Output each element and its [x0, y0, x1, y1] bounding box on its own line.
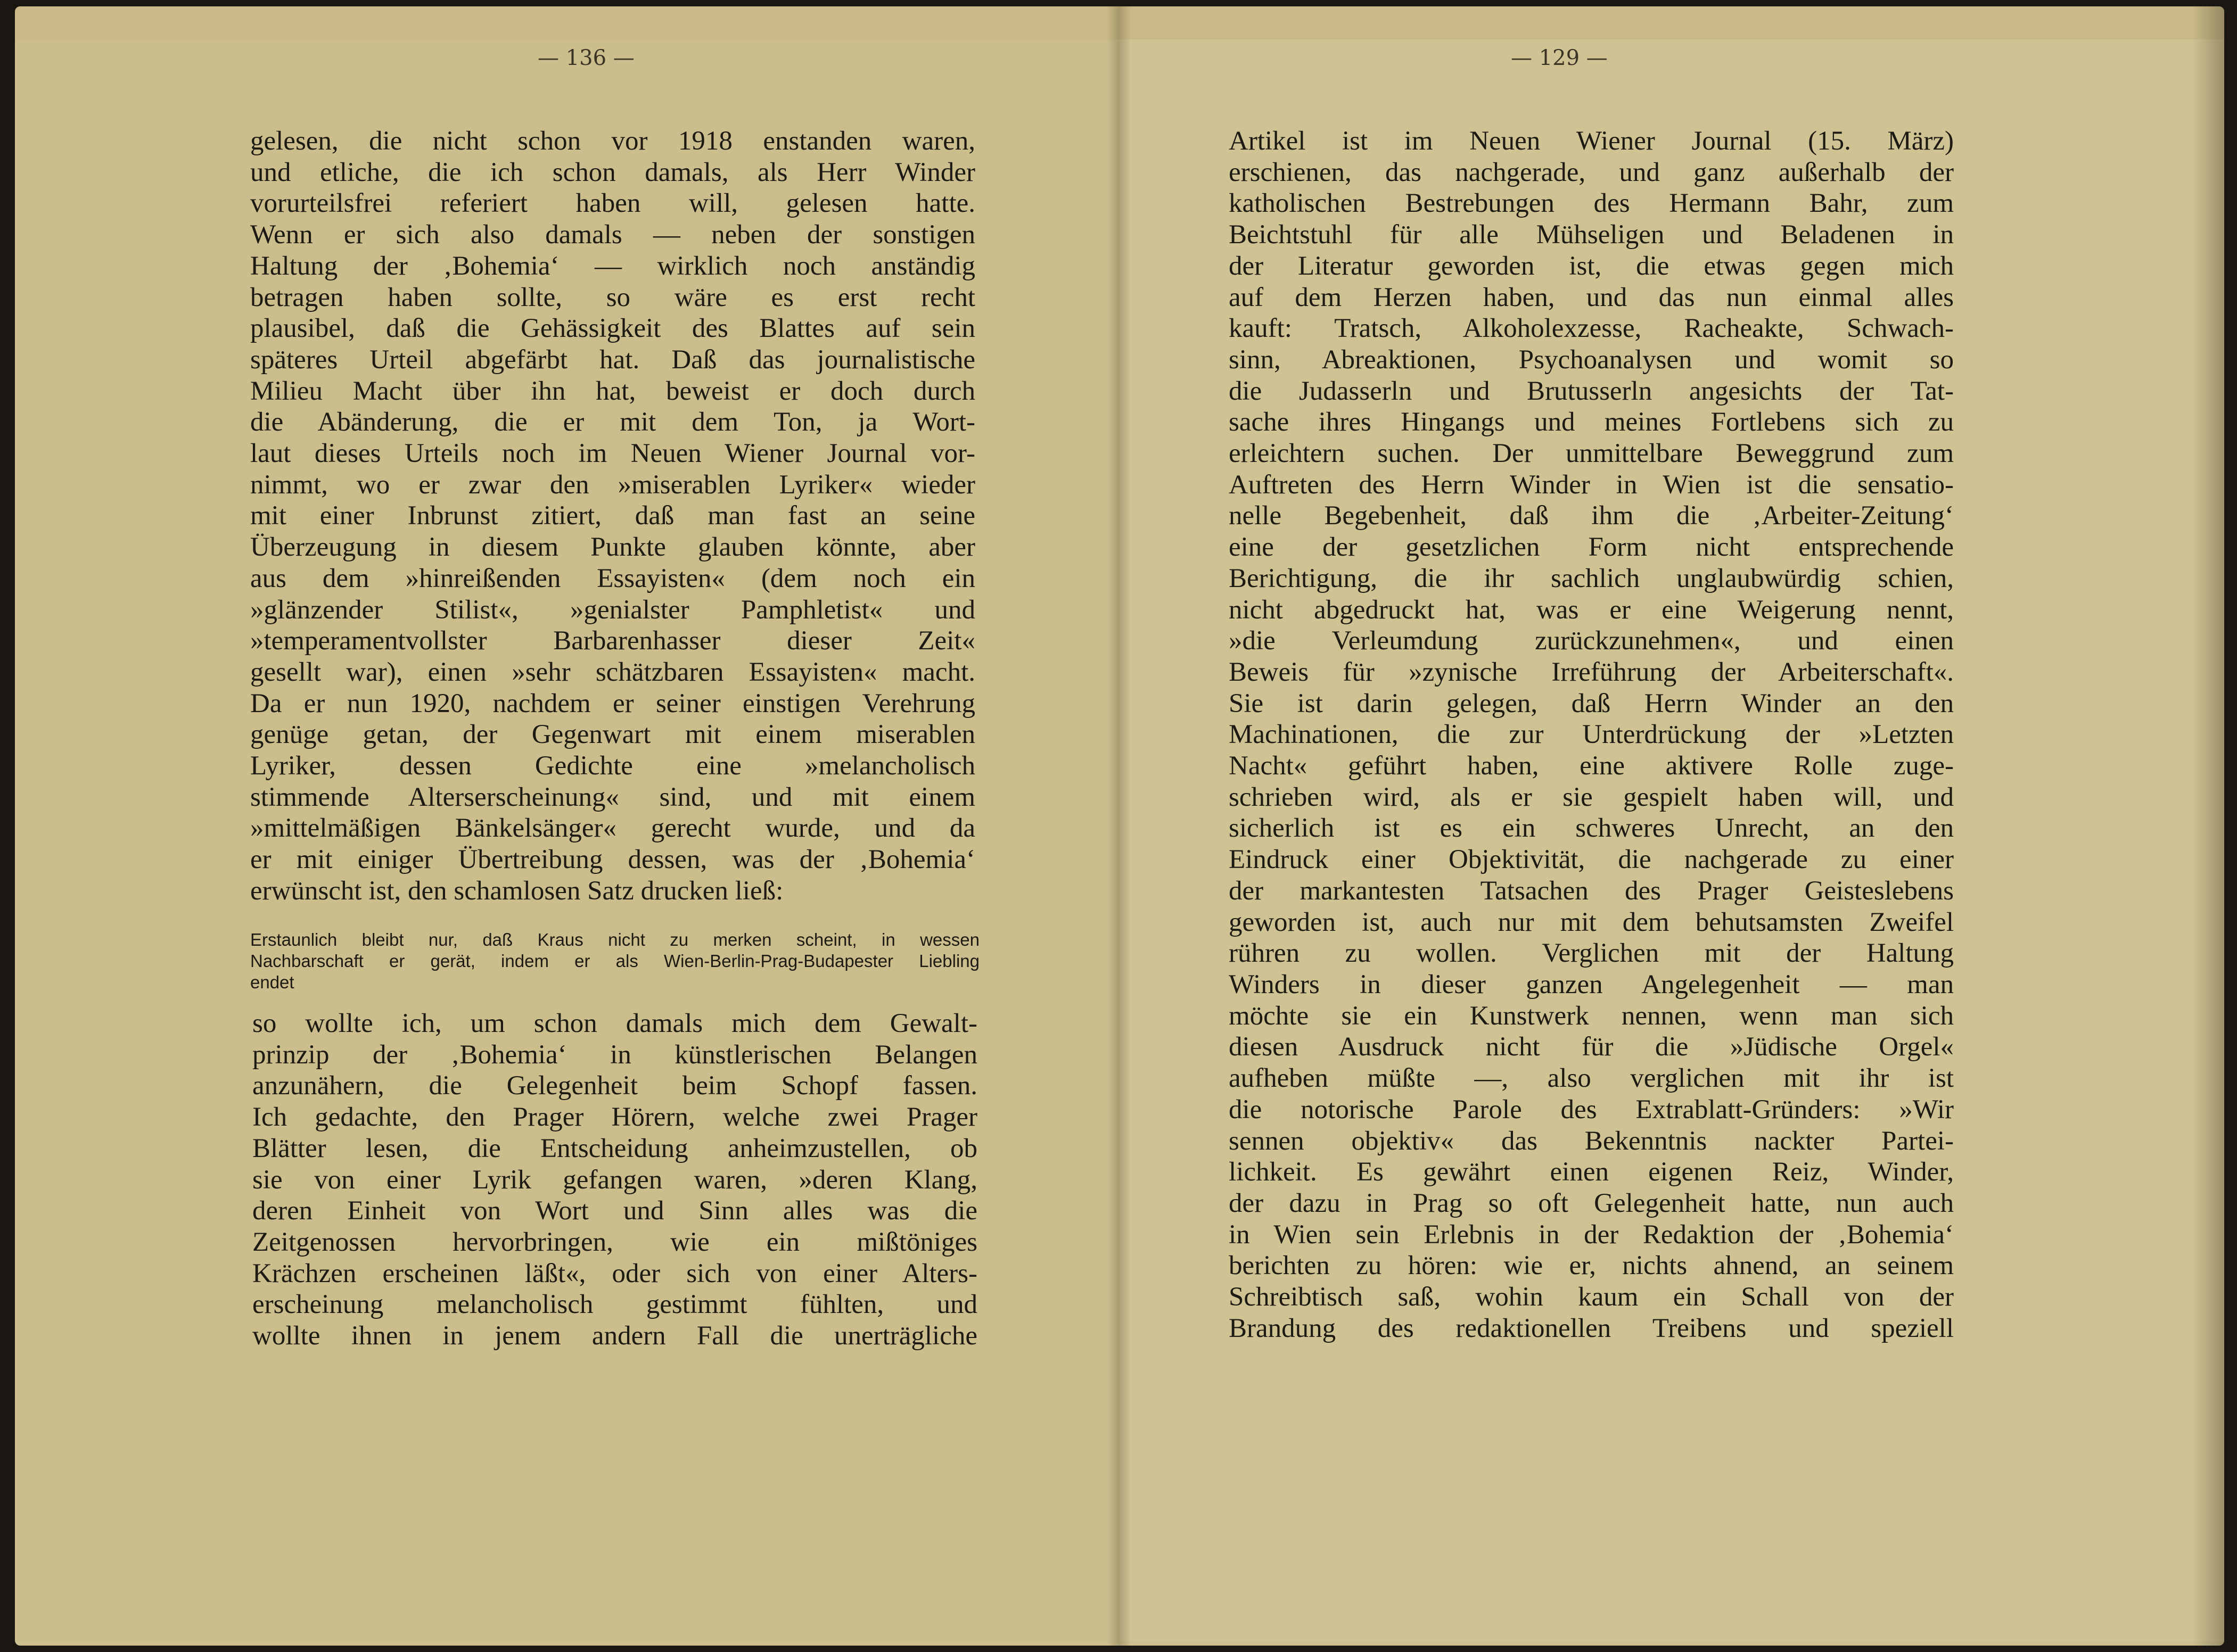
text-line: prinzip der ‚Bohemia‘ in künstlerischen Belangen: [252, 1039, 977, 1070]
text-line: und etliche, die ich schon damals, als Herr Winder: [250, 157, 975, 187]
text-line: Lyriker, dessen Gedichte eine »melancholisch: [250, 751, 975, 781]
text-line: Sie ist darin gelegen, daß Herrn Winder an den: [1229, 688, 1954, 718]
text-line: späteres Urteil abgefärbt hat. Daß das journalistische: [250, 344, 975, 375]
text-line: kauft: Tratsch, Alkoholexzesse, Racheakte, Schwach-: [1229, 313, 1954, 344]
text-line: Haltung der ‚Bohemia‘ — wirklich noch anständig: [250, 251, 975, 281]
text-line: mit einer Inbrunst zitiert, daß man fast an seine: [250, 501, 975, 531]
page-edge-shadow: [2192, 6, 2224, 1646]
text-line: Beweis für »zynische Irreführung der Arbeiterschaft«.: [1229, 657, 1954, 687]
text-line: auf dem Herzen haben, und das nun einmal alles: [1229, 282, 1954, 312]
text-line: eine der gesetzlichen Form nicht entsprechende: [1229, 532, 1954, 563]
text-line: erscheinung melancholisch gestimmt fühlten, und: [252, 1290, 977, 1320]
text-line: Berichtigung, die ihr sachlich unglaubwürdig schien,: [1229, 563, 1954, 593]
text-line: sennen objektiv« das Bekenntnis nackter Partei-: [1229, 1126, 1954, 1156]
text-line: Winders in dieser ganzen Angelegenheit — man: [1229, 969, 1954, 1000]
left-page-quote: [250, 929, 980, 993]
text-line: so wollte ich, um schon damals mich dem Gewalt-: [252, 1009, 977, 1038]
left-page-number: — 136 —: [538, 46, 635, 70]
text-line: gesellt war), einen »sehr schätzbaren Essayisten« macht.: [250, 657, 975, 687]
text-line: er mit einiger Übertreibung dessen, was der ‚Bohemia‘: [250, 845, 975, 875]
text-line: Krächzen erscheinen läßt«, oder sich von einer Alters-: [252, 1258, 977, 1288]
right-page-text: [1229, 126, 1954, 1344]
text-line: aus dem »hinreißenden Essayisten« (dem noch ein: [250, 563, 975, 593]
text-line: die notorische Parole des Extrablatt-Gründers: »Wir: [1229, 1094, 1954, 1125]
text-line: in Wien sein Erlebnis in der Redaktion der ‚Bohemia‘: [1229, 1219, 1954, 1250]
text-line: Wenn er sich also damals — neben der sonstigen: [250, 220, 975, 250]
text-line: der Literatur geworden ist, die etwas gegen mich: [1229, 251, 1954, 281]
text-line: plausibel, daß die Gehässigkeit des Blattes auf sein: [250, 313, 975, 344]
text-line: diesen Ausdruck nicht für die »Jüdische Orgel«: [1229, 1032, 1954, 1062]
text-line: vorurteilsfrei referiert haben will, gelesen hatte.: [250, 188, 975, 219]
text-line: nimmt, wo er zwar den »miserablen Lyriker« wieder: [250, 469, 975, 500]
text-line: sinn, Abreaktionen, Psychoanalysen und womit so: [1229, 344, 1954, 375]
text-line: deren Einheit von Wort und Sinn alles was die: [252, 1196, 977, 1226]
text-line: Milieu Macht über ihn hat, beweist er doch durch: [250, 376, 975, 406]
text-line: die Abänderung, die er mit dem Ton, ja Wort-: [250, 407, 975, 437]
left-page-text-top: [250, 126, 975, 907]
text-line: wollte ihnen in jenem andern Fall die unerträgliche: [252, 1321, 977, 1351]
text-line: sicherlich ist es ein schweres Unrecht, an den: [1229, 813, 1954, 844]
text-line: lichkeit. Es gewährt einen eigenen Reiz, Winder,: [1229, 1157, 1954, 1187]
text-line: sie von einer Lyrik gefangen waren, »deren Klang,: [252, 1164, 977, 1195]
text-line: rühren zu wollen. Verglichen mit der Haltung: [1229, 938, 1954, 969]
text-line: Auftreten des Herrn Winder in Wien ist die sensatio-: [1229, 469, 1954, 500]
text-line: Machinationen, die zur Unterdrückung der »Letzten: [1229, 720, 1954, 750]
text-line: möchte sie ein Kunstwerk nennen, wenn man sich: [1229, 1001, 1954, 1031]
text-line: erwünscht ist, den schamlosen Satz drucken ließ:: [250, 875, 784, 906]
text-line: erschienen, das nachgerade, und ganz außerhalb der: [1229, 157, 1954, 187]
text-line: aufheben müßte —, also verglichen mit ihr ist: [1229, 1063, 1954, 1094]
text-line: Zeitgenossen hervorbringen, wie ein mißtöniges: [252, 1227, 977, 1257]
text-line: Artikel ist im Neuen Wiener Journal (15. März): [1229, 126, 1954, 156]
text-line: stimmende Alterserscheinung« sind, und mit einem: [250, 782, 975, 812]
text-line: Da er nun 1920, nachdem er seiner einstigen Verehrung: [250, 688, 975, 718]
text-line: Überzeugung in diesem Punkte glauben könnte, aber: [250, 532, 975, 563]
text-line: Blätter lesen, die Entscheidung anheimzustellen, ob: [252, 1133, 977, 1163]
text-line: die Judasserln und Brutusserln angesichts der Tat-: [1229, 376, 1954, 406]
text-line: sache ihres Hingangs und meines Fortlebens sich zu: [1229, 407, 1954, 437]
text-line: laut dieses Urteils noch im Neuen Wiener Journal vor-: [250, 439, 975, 469]
text-line: Ich gedachte, den Prager Hörern, welche zwei Prager: [252, 1102, 977, 1133]
text-line: »die Verleumdung zurückzunehmen«, und einen: [1229, 626, 1954, 656]
left-page-text-bottom: [252, 1008, 977, 1352]
text-line: »temperamentvollster Barbarenhasser dieser Zeit«: [250, 626, 975, 656]
text-line: erleichtern suchen. Der unmittelbare Beweggrund zum: [1229, 439, 1954, 469]
text-line: berichten zu hören: wie er, nichts ahnend, an seinem: [1229, 1251, 1954, 1281]
text-line: geworden ist, auch nur mit dem behutsamsten Zweifel: [1229, 907, 1954, 937]
right-page-number: — 129 —: [1511, 46, 1608, 70]
text-line: Nacht« geführt haben, eine aktivere Rolle zuge-: [1229, 751, 1954, 781]
text-line: anzunähern, die Gelegenheit beim Schopf fassen.: [252, 1071, 977, 1101]
text-line: Erstaunlich bleibt nur, daß Kraus nicht zu merken scheint, in wessen: [250, 930, 980, 949]
text-line: nelle Begebenheit, daß ihm die ‚Arbeiter-Zeitung‘: [1229, 501, 1954, 531]
text-line: Nachbarschaft er gerät, indem er als Wien-Berlin-Prag-Budapester Liebling: [250, 951, 980, 971]
text-line: Schreibtisch saß, wohin kaum ein Schall von der: [1229, 1282, 1954, 1312]
text-line: Brandung des redaktionellen Treibens und speziell: [1229, 1313, 1954, 1343]
text-line: gelesen, die nicht schon vor 1918 enstanden waren,: [250, 126, 975, 156]
text-line: genüge getan, der Gegenwart mit einem miserablen: [250, 720, 975, 750]
text-line: »glänzender Stilist«, »genialster Pamphletist« und: [250, 594, 975, 625]
text-line: schrieben wird, als er sie gespielt haben will, und: [1229, 782, 1954, 812]
text-line: Eindruck einer Objektivität, die nachgerade zu einer: [1229, 845, 1954, 875]
text-line: katholischen Bestrebungen des Hermann Bahr, zum: [1229, 188, 1954, 219]
text-line: »mittelmäßigen Bänkelsänger« gerecht wurde, und da: [250, 813, 975, 844]
text-line: endet: [250, 972, 294, 992]
text-line: nicht abgedruckt hat, was er eine Weigerung nennt,: [1229, 594, 1954, 625]
text-line: Beichtstuhl für alle Mühseligen und Beladenen in: [1229, 220, 1954, 250]
text-line: der dazu in Prag so oft Gelegenheit hatte, nun auch: [1229, 1188, 1954, 1218]
text-line: betragen haben sollte, so wäre es erst recht: [250, 282, 975, 312]
text-line: der markantesten Tatsachen des Prager Geisteslebens: [1229, 875, 1954, 906]
book-gutter: [1107, 6, 1131, 1646]
